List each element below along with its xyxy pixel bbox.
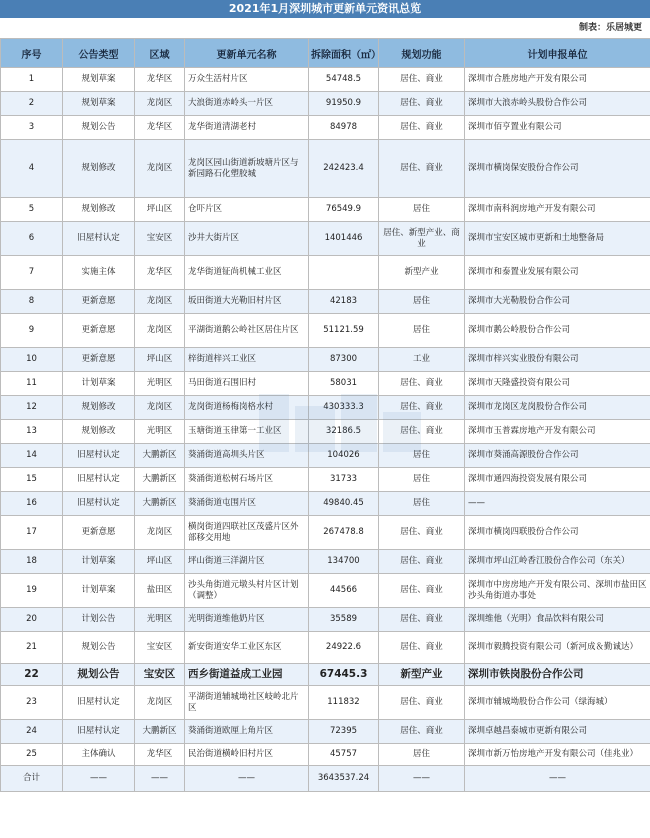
row-notice-type: 更新意愿: [63, 348, 135, 372]
row-index: 20: [1, 608, 63, 632]
row-notice-type: 旧屋村认定: [63, 222, 135, 256]
table-row: [1, 720, 650, 744]
row-area: 42183: [309, 290, 379, 314]
table-row: [1, 744, 650, 766]
row-unit-name: 民治街道横岭旧村片区: [185, 744, 309, 766]
row-function: 居住: [379, 314, 465, 348]
row-applicant: 深圳市铁岗股份合作公司: [465, 664, 650, 686]
total-row: [1, 766, 650, 792]
table-row: [1, 222, 650, 256]
header-row: [1, 39, 650, 68]
row-area: 24922.6: [309, 632, 379, 664]
row-unit-name: 葵涌街道欧厘上角片区: [185, 720, 309, 744]
total-label: 合计: [1, 766, 63, 792]
row-index: 25: [1, 744, 63, 766]
row-unit-name: 马田街道石围旧村: [185, 372, 309, 396]
row-function: 居住、商业: [379, 396, 465, 420]
row-notice-type: 规划公告: [63, 632, 135, 664]
row-unit-name: 沙井大街片区: [185, 222, 309, 256]
row-function: 居住: [379, 492, 465, 516]
row-index: 1: [1, 68, 63, 92]
row-notice-type: 规划公告: [63, 664, 135, 686]
col-header-type: 公告类型: [63, 39, 135, 68]
row-area: 35589: [309, 608, 379, 632]
row-index: 17: [1, 516, 63, 550]
row-index: 4: [1, 140, 63, 198]
row-district: 光明区: [135, 608, 185, 632]
row-function: 居住、商业: [379, 116, 465, 140]
row-applicant: ——: [465, 492, 650, 516]
row-index: 12: [1, 396, 63, 420]
row-district: 龙岗区: [135, 92, 185, 116]
row-district: 龙岗区: [135, 140, 185, 198]
table-row: [1, 492, 650, 516]
row-applicant: 深圳市宝安区城市更新和土地整备局: [465, 222, 650, 256]
table-row: [1, 632, 650, 664]
table-row: [1, 396, 650, 420]
table-row: [1, 574, 650, 608]
row-unit-name: 坂田街道大光勒旧村片区: [185, 290, 309, 314]
row-function: 居住、商业: [379, 516, 465, 550]
row-notice-type: 规划修改: [63, 396, 135, 420]
row-district: 光明区: [135, 420, 185, 444]
row-area: 242423.4: [309, 140, 379, 198]
row-applicant: 深圳市合胜房地产开发有限公司: [465, 68, 650, 92]
row-applicant: 深圳市玉普霖房地产开发有限公司: [465, 420, 650, 444]
row-function: 居住、商业: [379, 92, 465, 116]
row-unit-name: 横岗街道四联社区茂盛片区外部移交用地: [185, 516, 309, 550]
table-row: [1, 444, 650, 468]
row-applicant: 深圳市南科润房地产开发有限公司: [465, 198, 650, 222]
row-district: 大鹏新区: [135, 444, 185, 468]
row-area: 44566: [309, 574, 379, 608]
row-notice-type: 旧屋村认定: [63, 444, 135, 468]
table-row: [1, 468, 650, 492]
row-area: 58031: [309, 372, 379, 396]
row-index: 10: [1, 348, 63, 372]
row-notice-type: 规划草案: [63, 68, 135, 92]
row-district: 坪山区: [135, 348, 185, 372]
row-unit-name: 新安街道安华工业区东区: [185, 632, 309, 664]
row-function: 新型产业: [379, 256, 465, 290]
row-area: 104026: [309, 444, 379, 468]
row-notice-type: 主体确认: [63, 744, 135, 766]
row-notice-type: 计划公告: [63, 608, 135, 632]
row-unit-name: 大浪街道赤岭头一片区: [185, 92, 309, 116]
row-index: 19: [1, 574, 63, 608]
table-row: [1, 516, 650, 550]
row-notice-type: 规划修改: [63, 140, 135, 198]
row-function: 居住、商业: [379, 550, 465, 574]
row-applicant: 深圳市中房房地产开发有限公司、深圳市盐田区沙头角街道办事处: [465, 574, 650, 608]
table-row: [1, 420, 650, 444]
row-notice-type: 规划修改: [63, 420, 135, 444]
row-district: 大鹏新区: [135, 492, 185, 516]
row-unit-name: 梓街道梓兴工业区: [185, 348, 309, 372]
row-function: 居住、商业: [379, 632, 465, 664]
row-unit-name: 龙岗区园山街道新坡塘片区与新园路石化塑胶城: [185, 140, 309, 198]
row-notice-type: 更新意愿: [63, 290, 135, 314]
total-placeholder: ——: [185, 766, 309, 792]
row-applicant: 深圳市坪山江岭香江股份合作公司（东关）: [465, 550, 650, 574]
row-index: 8: [1, 290, 63, 314]
total-area: 3643537.24: [309, 766, 379, 792]
row-unit-name: 仓吓片区: [185, 198, 309, 222]
row-area: 31733: [309, 468, 379, 492]
table-row: [1, 348, 650, 372]
table-row: [1, 290, 650, 314]
table-title: 2021年1月深圳城市更新单元资讯总览: [0, 0, 650, 18]
row-notice-type: 旧屋村认定: [63, 720, 135, 744]
table-row: [1, 608, 650, 632]
row-applicant: 深圳市辅城坳股份合作公司（绿海城）: [465, 686, 650, 720]
row-function: 居住、商业: [379, 720, 465, 744]
row-applicant: 深圳市佰亨置业有限公司: [465, 116, 650, 140]
row-unit-name: 沙头角街道元墩头村片区计划（调整）: [185, 574, 309, 608]
row-index: 9: [1, 314, 63, 348]
row-function: 居住、商业: [379, 608, 465, 632]
row-unit-name: 西乡街道益成工业园: [185, 664, 309, 686]
row-unit-name: 玉塘街道玉律第一工业区: [185, 420, 309, 444]
row-unit-name: 坪山街道三洋湖片区: [185, 550, 309, 574]
row-function: 居住: [379, 744, 465, 766]
table-row: [1, 116, 650, 140]
row-notice-type: 旧屋村认定: [63, 468, 135, 492]
table-row: [1, 68, 650, 92]
row-notice-type: 旧屋村认定: [63, 492, 135, 516]
row-area: 32186.5: [309, 420, 379, 444]
row-area: 49840.45: [309, 492, 379, 516]
total-placeholder: ——: [379, 766, 465, 792]
col-header-index: 序号: [1, 39, 63, 68]
total-placeholder: ——: [135, 766, 185, 792]
row-area: 51121.59: [309, 314, 379, 348]
row-area: 87300: [309, 348, 379, 372]
row-area: 72395: [309, 720, 379, 744]
row-district: 龙华区: [135, 256, 185, 290]
col-header-function: 规划功能: [379, 39, 465, 68]
row-function: 居住、商业: [379, 574, 465, 608]
row-notice-type: 规划公告: [63, 116, 135, 140]
table-row: [1, 314, 650, 348]
row-applicant: 深圳市横岗四联股份合作公司: [465, 516, 650, 550]
row-unit-name: 万众生活村片区: [185, 68, 309, 92]
col-header-district: 区域: [135, 39, 185, 68]
row-function: 居住: [379, 198, 465, 222]
row-district: 大鹏新区: [135, 468, 185, 492]
row-unit-name: 龙岗街道杨梅岗格水村: [185, 396, 309, 420]
row-unit-name: 平湖街道鹅公岭社区居住片区: [185, 314, 309, 348]
table-row: [1, 140, 650, 198]
row-area: 91950.9: [309, 92, 379, 116]
row-index: 24: [1, 720, 63, 744]
row-notice-type: 计划草案: [63, 550, 135, 574]
col-header-area: 拆除面积（㎡）: [309, 39, 379, 68]
row-area: 76549.9: [309, 198, 379, 222]
row-district: 光明区: [135, 372, 185, 396]
row-index: 13: [1, 420, 63, 444]
row-area: 54748.5: [309, 68, 379, 92]
row-function: 居住: [379, 444, 465, 468]
total-placeholder: ——: [63, 766, 135, 792]
row-district: 宝安区: [135, 222, 185, 256]
row-district: 宝安区: [135, 632, 185, 664]
row-applicant: 深圳维他（光明）食品饮料有限公司: [465, 608, 650, 632]
row-unit-name: 龙华街道清湖老村: [185, 116, 309, 140]
row-unit-name: 葵涌街道屯围片区: [185, 492, 309, 516]
table-row: [1, 256, 650, 290]
table-row: [1, 664, 650, 686]
table-row: [1, 372, 650, 396]
row-index: 3: [1, 116, 63, 140]
row-index: 18: [1, 550, 63, 574]
table-row: [1, 686, 650, 720]
row-notice-type: 更新意愿: [63, 516, 135, 550]
row-index: 5: [1, 198, 63, 222]
col-header-applicant: 计划申报单位: [465, 39, 650, 68]
row-function: 居住、商业: [379, 140, 465, 198]
renewal-table: [0, 38, 650, 792]
row-district: 盐田区: [135, 574, 185, 608]
row-unit-name: 龙华街道钲尚机械工业区: [185, 256, 309, 290]
row-district: 龙华区: [135, 744, 185, 766]
row-function: 居住、新型产业、商业: [379, 222, 465, 256]
row-district: 龙华区: [135, 116, 185, 140]
table-row: [1, 198, 650, 222]
row-district: 大鹏新区: [135, 720, 185, 744]
row-index: 11: [1, 372, 63, 396]
row-area: 267478.8: [309, 516, 379, 550]
table-row: [1, 92, 650, 116]
row-function: 居住、商业: [379, 686, 465, 720]
row-unit-name: 葵涌街道松树石场片区: [185, 468, 309, 492]
row-index: 23: [1, 686, 63, 720]
row-district: 宝安区: [135, 664, 185, 686]
row-function: 居住、商业: [379, 372, 465, 396]
row-applicant: 深圳市大浪赤岭头股份合作公司: [465, 92, 650, 116]
row-index: 14: [1, 444, 63, 468]
row-index: 15: [1, 468, 63, 492]
row-applicant: 深圳市大光勒股份合作公司: [465, 290, 650, 314]
row-notice-type: 旧屋村认定: [63, 686, 135, 720]
row-area: 1401446: [309, 222, 379, 256]
row-area: 84978: [309, 116, 379, 140]
row-notice-type: 规划草案: [63, 92, 135, 116]
row-index: 2: [1, 92, 63, 116]
row-applicant: 深圳市新万怡房地产开发有限公司（佳兆业）: [465, 744, 650, 766]
col-header-unit-name: 更新单元名称: [185, 39, 309, 68]
row-index: 21: [1, 632, 63, 664]
row-notice-type: 计划草案: [63, 372, 135, 396]
row-area: 134700: [309, 550, 379, 574]
row-applicant: 深圳市通四海投资发展有限公司: [465, 468, 650, 492]
total-placeholder: ——: [465, 766, 650, 792]
row-notice-type: 计划草案: [63, 574, 135, 608]
row-function: 居住: [379, 290, 465, 314]
row-applicant: 深圳市梓兴实业股份有限公司: [465, 348, 650, 372]
row-unit-name: 葵涌街道高圳头片区: [185, 444, 309, 468]
row-area: 111832: [309, 686, 379, 720]
row-unit-name: 光明街道维他奶片区: [185, 608, 309, 632]
row-function: 新型产业: [379, 664, 465, 686]
row-district: 坪山区: [135, 198, 185, 222]
row-area: [309, 256, 379, 290]
row-district: 龙岗区: [135, 314, 185, 348]
row-district: 龙岗区: [135, 396, 185, 420]
row-applicant: 深圳卓越昌泰城市更新有限公司: [465, 720, 650, 744]
row-unit-name: 平湖街道辅城坳社区岐岭北片区: [185, 686, 309, 720]
row-notice-type: 规划修改: [63, 198, 135, 222]
row-applicant: 深圳市龙岗区龙岗股份合作公司: [465, 396, 650, 420]
row-area: 67445.3: [309, 664, 379, 686]
table-row: [1, 550, 650, 574]
row-applicant: 深圳市鹅公岭股份合作公司: [465, 314, 650, 348]
row-function: 居住、商业: [379, 68, 465, 92]
row-area: 45757: [309, 744, 379, 766]
row-function: 工业: [379, 348, 465, 372]
row-applicant: 深圳市和泰置业发展有限公司: [465, 256, 650, 290]
row-index: 6: [1, 222, 63, 256]
row-notice-type: 更新意愿: [63, 314, 135, 348]
row-district: 龙岗区: [135, 290, 185, 314]
row-district: 龙岗区: [135, 686, 185, 720]
row-applicant: 深圳市毅腾投资有限公司（新河成＆勤诚达）: [465, 632, 650, 664]
row-applicant: 深圳市横岗保安股份合作公司: [465, 140, 650, 198]
maker-credit: 制表：乐居城更: [578, 23, 642, 33]
row-function: 居住: [379, 468, 465, 492]
row-applicant: 深圳市天隆盛投资有限公司: [465, 372, 650, 396]
row-notice-type: 实施主体: [63, 256, 135, 290]
row-index: 22: [1, 664, 63, 686]
row-district: 龙华区: [135, 68, 185, 92]
row-area: 430333.3: [309, 396, 379, 420]
row-applicant: 深圳市葵涌高源股份合作公司: [465, 444, 650, 468]
row-district: 坪山区: [135, 550, 185, 574]
row-function: 居住、商业: [379, 420, 465, 444]
row-index: 16: [1, 492, 63, 516]
row-index: 7: [1, 256, 63, 290]
row-district: 龙岗区: [135, 516, 185, 550]
